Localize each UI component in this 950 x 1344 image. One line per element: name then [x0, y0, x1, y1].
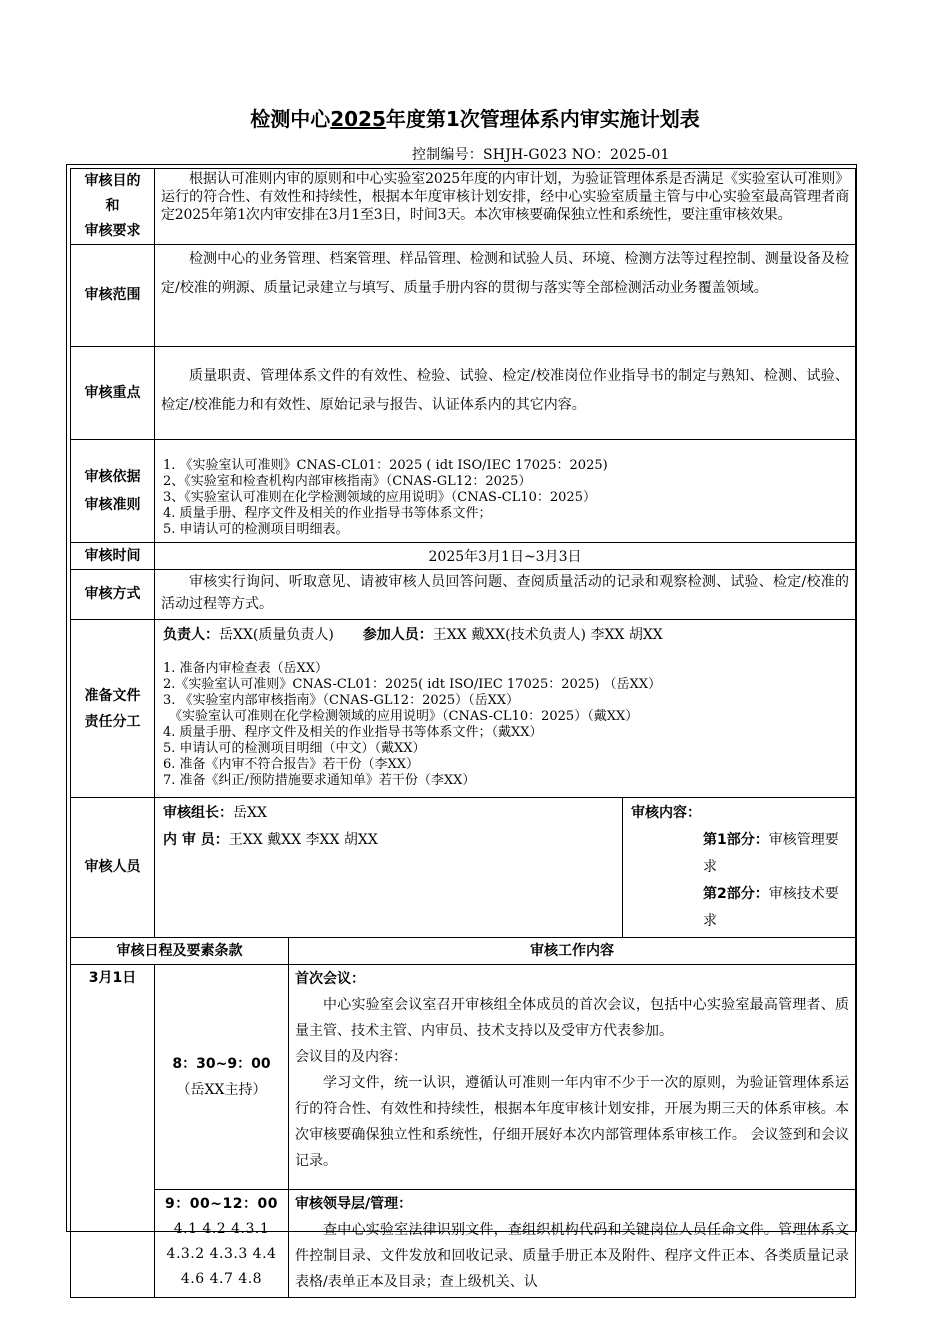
- prep-item: 5. 申请认可的检测项目明细（中文）（戴XX）: [163, 741, 426, 756]
- row-purpose: [71, 169, 856, 245]
- audit-part-1: 第1部分：审核管理要求: [703, 832, 839, 875]
- time-text: 2025年3月1日~3月3日: [155, 543, 856, 570]
- content-paragraph: 中心实验室会议室召开审核组全体成员的首次会议，包括中心实验室最高管理者、质量主管、技术主管、内审员、技术支持以及受审方代表参加。: [295, 997, 849, 1039]
- content-heading: 审核领导层/管理：: [295, 1196, 413, 1212]
- document-title: 检测中心2025年度第1次管理体系内审实施计划表: [250, 107, 700, 131]
- prep-item: 3. 《实验室内部审核指南》（CNAS-GL12：2025）（岳XX）: [163, 693, 520, 708]
- row-method: [71, 570, 856, 620]
- focus-text: 质量职责、管理体系文件的有效性、检验、试验、检定/校准岗位作业指导书的制定与熟知、检测、试验、检定/校准能力和有效性、原始记录与报告、认证体系内的其它内容。: [155, 347, 856, 440]
- basis-item: 5. 申请认可的检测项目明细表。: [163, 522, 349, 537]
- basis-list: [155, 440, 856, 543]
- schedule-day: 3月1日: [71, 965, 155, 1298]
- purpose-text: 根据认可准则内审的原则和中心实验室2025年度的内审计划，为验证管理体系是否满足《实验室认可准则》运行的符合性、有效性和持续性，根据本年度审核计划安排，经中心实验室质量主管与中心实验室最高管理者商定2025年第1次内审安排在3月1至3日，时间3天。本次审核要确保独立性和系统性，要注重审核效果。: [155, 169, 856, 245]
- row-time: [71, 543, 856, 570]
- control-number: 控制编号：SHJH-G023 NO：2025-01: [412, 147, 670, 163]
- content-col-header: 审核工作内容: [289, 938, 856, 965]
- prep-item: 7. 准备《纠正/预防措施要求通知单》若干份（李XX）: [163, 773, 476, 788]
- schedule-content: [289, 1190, 856, 1298]
- row-preparation: [71, 620, 856, 798]
- content-paragraph: 学习文件，统一认识，遵循认可准则一年内审不少于一次的原则，为验证管理体系运行的符合性、有效性和持续性，根据本年度审核计划安排，开展为期三天的体系审核。本次审核要确保独立性和系统性，仔细开展好本次内部管理体系审核工作。 会议签到和会议记录。: [295, 1075, 849, 1169]
- row-auditors: [71, 798, 856, 938]
- row-basis: [71, 440, 856, 543]
- focus-label: 审核重点: [71, 347, 155, 440]
- row-scope: [71, 245, 856, 347]
- schedule-content: [289, 965, 856, 1190]
- schedule-time: 9：00~12：00: [165, 1196, 278, 1212]
- schedule-row: [71, 965, 856, 1190]
- basis-item: 4. 质量手册、程序文件及相关的作业指导书等体系文件；: [163, 506, 492, 521]
- purpose-label: 审核目的 和 审核要求: [71, 169, 155, 245]
- clause-line: 4.3.2 4.3.3 4.4: [166, 1246, 277, 1262]
- row-focus: [71, 347, 856, 440]
- content-subheading: 会议目的及内容：: [295, 1049, 407, 1065]
- auditor-members: 内 审 员：王XX 戴XX 李XX 胡XX: [163, 832, 378, 848]
- audit-plan-table: [70, 168, 856, 1298]
- schedule-time-cell: [155, 965, 289, 1190]
- prep-item: 2.《实验室认可准则》CNAS-CL01：2025( idt ISO/IEC 17025：2025) （岳XX）: [163, 677, 662, 692]
- auditors-content: [623, 798, 856, 938]
- scope-text: 检测中心的业务管理、档案管理、样品管理、检测和试验人员、环境、检测方法等过程控制、测量设备及检定/校准的朔源、质量记录建立与填写、质量手册内容的贯彻与落实等全部检测活动业务覆盖领域。: [155, 245, 856, 347]
- auditors-label: 审核人员: [71, 798, 155, 938]
- method-label: 审核方式: [71, 570, 155, 620]
- schedule-time: 8：30~9：00: [172, 1056, 271, 1072]
- audit-content-label: 审核内容：: [631, 805, 701, 821]
- time-label: 审核时间: [71, 543, 155, 570]
- prep-item: 4. 质量手册、程序文件及相关的作业指导书等体系文件；（戴XX）: [163, 725, 543, 740]
- content-heading: 首次会议：: [295, 971, 365, 987]
- schedule-col-header: 审核日程及要素条款: [71, 938, 289, 965]
- prep-content: [155, 620, 856, 798]
- audit-part-2: 第2部分：审核技术要求: [703, 886, 839, 929]
- content-paragraph: 查中心实验室法律识别文件，查组织机构代码和关键岗位人员任命文件。管理体系文件控制目录、文件发放和回收记录、质量手册正本及附件、程序文件正本、各类质量记录表格/表单正本及目录；查上级机关、认: [295, 1222, 849, 1290]
- prep-people: 负责人：岳XX(质量负责人) 参加人员：王XX 戴XX(技术负责人) 李XX 胡XX: [163, 627, 663, 643]
- auditor-leader: 审核组长：岳XX: [163, 805, 267, 821]
- prep-item: 6. 准备《内审不符合报告》若干份（李XX）: [163, 757, 420, 772]
- auditors-team: [155, 798, 623, 938]
- prep-item: 1. 准备内审检查表（岳XX）: [163, 661, 329, 676]
- prep-item: 《实验室认可准则在化学检测领域的应用说明》（CNAS-CL10：2025）（戴XX）: [169, 709, 639, 724]
- basis-item: 1. 《实验室认可准则》CNAS-CL01：2025 ( idt ISO/IEC 17025：2025): [163, 458, 608, 473]
- clause-line: 4.6 4.7 4.8: [180, 1271, 263, 1287]
- row-schedule-header: [71, 938, 856, 965]
- basis-item: 2、《实验室和检查机构内部审核指南》（CNAS-GL12：2025）: [163, 474, 532, 489]
- prep-list: [163, 646, 847, 789]
- method-text: 审核实行询问、听取意见、请被审核人员回答问题、查阅质量活动的记录和观察检测、试验、检定/校准的活动过程等方式。: [155, 570, 856, 620]
- schedule-time-cell: [155, 1190, 289, 1298]
- clause-line: 4.1 4.2 4.3.1: [173, 1221, 270, 1237]
- basis-label: 审核依据 审核准则: [71, 440, 155, 543]
- scope-label: 审核范围: [71, 245, 155, 347]
- prep-label: 准备文件 责任分工: [71, 620, 155, 798]
- basis-item: 3、《实验室认可准则在化学检测领域的应用说明》（CNAS-CL10：2025）: [163, 490, 596, 505]
- schedule-row: [71, 1190, 856, 1298]
- schedule-host: （岳XX主持）: [176, 1082, 267, 1098]
